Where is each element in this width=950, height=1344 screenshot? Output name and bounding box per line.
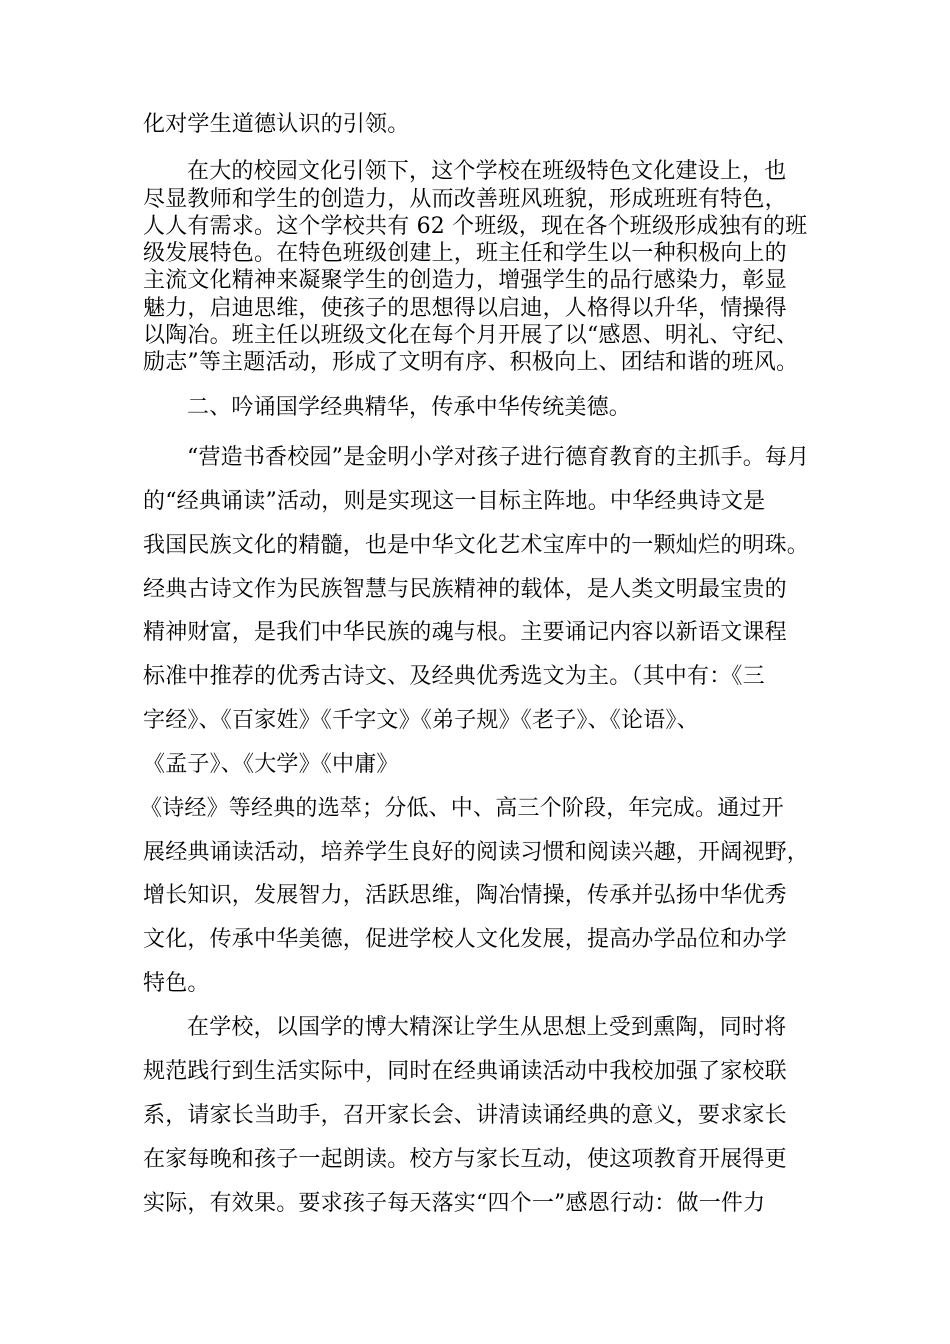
text-line: 系，请家长当助手，召开家长会、讲清读诵经典的意义，要求家长 — [143, 1103, 787, 1128]
text-line: 特色。 — [143, 971, 210, 996]
text-line: 励志”等主题活动，形成了文明有序、积极向上、团结和谐的班风。 — [143, 350, 799, 375]
text-line: 标准中推荐的优秀古诗文、及经典优秀选文为主。（其中有：《三 — [143, 664, 765, 689]
text-line: 《诗经》等经典的选萃；分低、中、高三个阶段，年完成。通过开 — [140, 796, 784, 821]
text-line: “营造书香校园”是金明小学对孩子进行德育教育的主抓手。每月 — [187, 445, 810, 470]
text-line: 《孟子》、《大学》《中庸》 — [143, 752, 399, 777]
text-line: 级发展特色。在特色班级创建上，班主任和学生以一种积极向上的 — [143, 241, 787, 266]
text-line: 在家每晚和孩子一起朗读。校方与家长互动，使这项教育开展得更 — [143, 1147, 787, 1172]
text-line: 规范践行到生活实际中，同时在经典诵读活动中我校加强了家校联 — [143, 1059, 787, 1084]
text-line: 我国民族文化的精髓，也是中华文化艺术宝库中的一颗灿烂的明珠。 — [143, 533, 810, 558]
section-heading: 二、吟诵国学经典精华，传承中华传统美德。 — [187, 395, 632, 420]
text-line: 增长知识，发展智力，活跃思维，陶冶情操，传承并弘扬中华优秀 — [143, 883, 787, 908]
text-line: 精神财富，是我们中华民族的魂与根。主要诵记内容以新语文课程 — [143, 620, 787, 645]
text-line: 在学校，以国学的博大精深让学生从思想上受到熏陶，同时将 — [187, 1015, 787, 1040]
text-line: 化对学生道德认识的引领。 — [143, 112, 410, 137]
text-line: 文化，传承中华美德，促进学校人文化发展，提高办学品位和办学 — [143, 927, 787, 952]
text-line: 字经》、《百家姓》《千字文》《弟子规》《老子》、《论语》、 — [143, 708, 699, 733]
text-line: 主流文化精神来凝聚学生的创造力，增强学生的品行感染力，彰显 — [143, 268, 787, 293]
text-line: 在大的校园文化引领下，这个学校在班级特色文化建设上，也 — [187, 159, 787, 184]
text-line: 展经典诵读活动，培养学生良好的阅读习惯和阅读兴趣，开阔视野， — [143, 840, 810, 865]
text-line: 魅力，启迪思维，使孩子的思想得以启迪，人格得以升华，情操得 — [143, 296, 787, 321]
text-line: 的“经典诵读”活动，则是实现这一目标主阵地。中华经典诗文是 — [143, 489, 766, 514]
text-line: 实际，有效果。要求孩子每天落实“四个一”感恩行动：做一件力 — [143, 1191, 766, 1216]
text-line: 经典古诗文作为民族智慧与民族精神的载体，是人类文明最宝贵的 — [143, 577, 787, 602]
text-line: 人人有需求。这个学校共有 62 个班级，现在各个班级形成独有的班 — [143, 214, 808, 239]
text-line: 以陶冶。班主任以班级文化在每个月开展了以“感恩、明礼、守纪、 — [143, 323, 799, 348]
text-line: 尽显教师和学生的创造力，从而改善班风班貌，形成班班有特色， — [143, 187, 787, 212]
